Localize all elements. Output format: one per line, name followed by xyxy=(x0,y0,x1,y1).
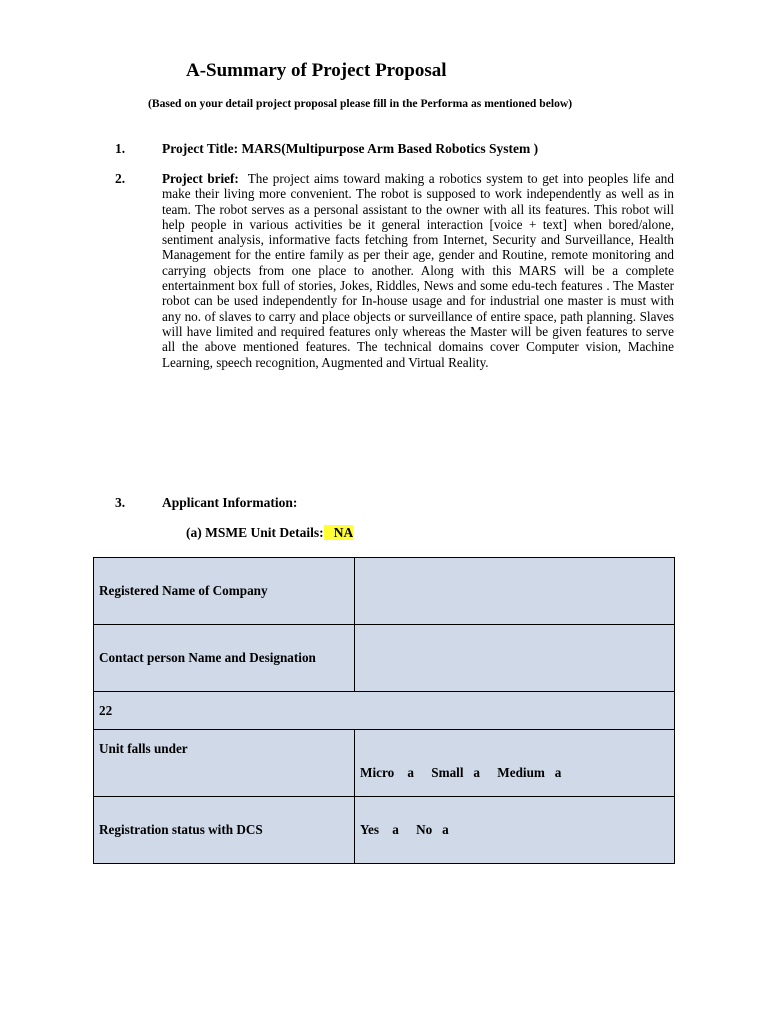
unit-options-cell xyxy=(355,730,675,797)
unit-option-micro[interactable]: Micro a xyxy=(360,765,414,780)
project-brief-text: The project aims toward making a robotics system to get into peoples life and make their living more convenient. The robot is supposed to work independently as well as in team. The robot serves as a personal assistant to the owner with all its features. This robot will help people in various activities be it general interaction [voice + text] when bored/alone, sentiment analysis, informative facts fetching from Internet, Security and Surveillance, Health Management for the entire family as per their age, gender and Routine, remote monitoring and carrying objects from one place to another. Along with this MARS will be a complete entertainment box full of stories, Jokes, Riddles, News and some edu-tech features . The Master robot can be used independently for In-house usage and for industrial one master is must with any no. of slaves to carry and place objects or surveillance of entire space, path planning. Slaves will have limited and required features only whereas the Master will be given features to serve all the above mentioned features. The technical domains cover Computer vision, Machine Learning, speech recognition, Augmented and Virtual Reality. xyxy=(162,171,678,370)
dcs-options-cell xyxy=(355,797,675,864)
msme-details-table xyxy=(93,557,675,864)
unit-option-small[interactable]: Small a xyxy=(431,765,480,780)
unit-label: Unit falls under xyxy=(99,741,188,756)
unit-label-cell xyxy=(94,730,355,797)
applicant-information-heading: Applicant Information: xyxy=(162,495,298,510)
dcs-label-cell: Registration status with DCS xyxy=(94,797,355,864)
contact-label-cell: Contact person Name and Designation xyxy=(94,625,355,692)
project-title: Project Title: MARS(Multipurpose Arm Based Robotics System ) xyxy=(162,141,539,156)
msme-heading xyxy=(186,525,353,541)
unit-option-medium[interactable]: Medium a xyxy=(497,765,562,780)
table-row xyxy=(94,797,675,864)
company-label-cell: Registered Name of Company xyxy=(94,558,355,625)
project-brief xyxy=(162,171,678,370)
table-row xyxy=(94,692,675,730)
item-number-2: 2. xyxy=(115,171,126,186)
item-number-3: 3. xyxy=(115,495,126,510)
row-22-cell: 22 xyxy=(94,692,675,730)
table-row xyxy=(94,558,675,625)
company-value-cell[interactable] xyxy=(355,558,675,625)
contact-value-cell[interactable] xyxy=(355,625,675,692)
page-subtitle: (Based on your detail project proposal please fill in the Performa as mentioned below) xyxy=(148,97,573,110)
project-brief-label: Project brief: xyxy=(162,171,239,186)
item-number-1: 1. xyxy=(115,141,126,156)
page-title: A-Summary of Project Proposal xyxy=(186,60,447,81)
msme-heading-label: (a) MSME Unit Details: xyxy=(186,525,324,540)
dcs-option-no[interactable]: No a xyxy=(416,822,449,837)
table-row xyxy=(94,730,675,797)
dcs-option-yes[interactable]: Yes a xyxy=(360,822,399,837)
table-row xyxy=(94,625,675,692)
msme-heading-value: NA xyxy=(323,525,354,540)
